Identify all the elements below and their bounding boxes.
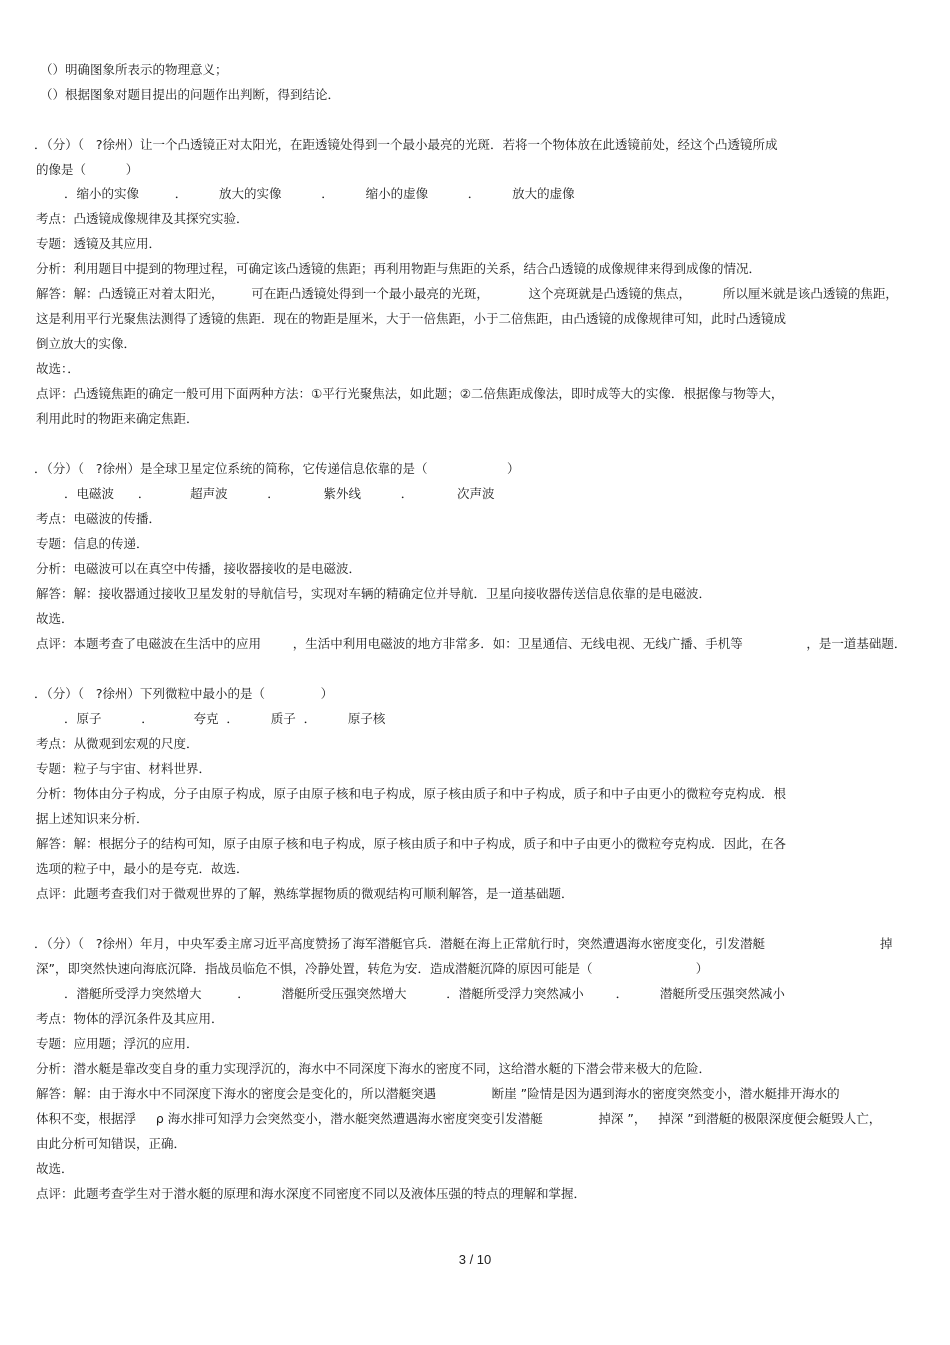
q1-jieda-3: 倒立放大的实像． xyxy=(36,336,137,351)
q1-jieda-1: 解答：解：凸透镜正对着太阳光， 可在距凸透镜处得到一个最小最亮的光斑， 这个亮斑就是凸透镜的焦点， 所以厘米就是该凸透镜的焦距， xyxy=(36,286,898,301)
q1-fenxi: 分析：利用题目中提到的物理过程，可确定该凸透镜的焦距；再利用物距与焦距的关系，结合凸透镜的成像规律来得到成像的情况． xyxy=(36,261,762,276)
q1-options: ．缩小的实像 ． 放大的实像 ． 缩小的虚像 ． 放大的虚像 xyxy=(64,186,575,201)
intro-line-1: （）明确图象所表示的物理意义； xyxy=(40,62,228,77)
q2-stem: ．（分）（ ?徐州）是全球卫星定位系统的简称，它传递信息依靠的是（ ） xyxy=(34,461,520,476)
q3-kaodian: 考点：从微观到宏观的尺度． xyxy=(36,736,199,751)
intro-line-2: （）根据图象对题目提出的问题作出判断，得到结论． xyxy=(40,87,341,102)
q3-fenxi-1: 分析：物体由分子构成，分子由原子构成，原子由原子核和电子构成，原子核由质子和中子构成，质子和中子由更小的微粒夸克构成．根 xyxy=(36,786,787,801)
q4-jieda-1: 解答：解：由于海水中不同深度下海水的密度会是变化的，所以潜艇突遇 断崖 ”险情是因为遇到海水的密度突然变小，潜水艇排开海水的 xyxy=(36,1086,840,1101)
q3-options: ．原子 ． 夸克 ． 质子 ． 原子核 xyxy=(64,711,386,726)
q1-stem-cont: 的像是（ ） xyxy=(36,162,139,177)
q4-guxuan: 故选． xyxy=(36,1161,74,1176)
q2-zhuanti: 专题：信息的传递． xyxy=(36,536,149,551)
q4-stem-cont: 深”，即突然快速向海底沉降．指战员临危不惧，冷静处置，转危为安．造成潜艇沉降的原因可能是（ ） xyxy=(36,961,709,976)
q1-dianping-2: 利用此时的物距来确定焦距． xyxy=(36,411,199,426)
q2-guxuan: 故选． xyxy=(36,611,74,626)
q3-zhuanti: 专题：粒子与宇宙、材料世界． xyxy=(36,761,212,776)
q1-zhuanti: 专题：透镜及其应用． xyxy=(36,236,162,251)
q2-jieda: 解答：解：接收器通过接收卫星发射的导航信号，实现对车辆的精确定位并导航．卫星向接收器传送信息依靠的是电磁波． xyxy=(36,586,712,601)
q1-dianping-1: 点评：凸透镜焦距的确定一般可用下面两种方法：①平行光聚焦法，如此题；②二倍焦距成像法，即时成等大的实像．根据像与物等大， xyxy=(36,386,784,401)
q1-stem: ．（分）（ ?徐州）让一个凸透镜正对太阳光，在距透镜处得到一个最小最亮的光斑．若将一个物体放在此透镜前处，经这个凸透镜所成 xyxy=(34,137,778,152)
q3-fenxi-2: 据上述知识来分析． xyxy=(36,811,149,826)
q4-stem: ．（分）（ ?徐州）年月，中央军委主席习近平高度赞扬了海军潜艇官兵．潜艇在海上正常航行时，突然遭遇海水密度变化，引发潜艇 xyxy=(34,936,766,951)
q1-guxuan: 故选：． xyxy=(36,361,80,376)
q4-fenxi: 分析：潜水艇是靠改变自身的重力实现浮沉的，海水中不同深度下海水的密度不同，这给潜水艇的下潜会带来极大的危险． xyxy=(36,1061,712,1076)
q4-jieda-2: 体积不变，根据浮 ρ 海水排可知浮力会突然变小，潜水艇突然遭遇海水密度突变引发潜艇 掉深 ”， 掉深 ”到潜艇的极限深度便会艇毁人亡， xyxy=(36,1111,882,1126)
q4-stem-tail: 掉 xyxy=(880,936,893,951)
q4-options: ．潜艇所受浮力突然增大 ． 潜艇所受压强突然增大 ．潜艇所受浮力突然减小 ． 潜艇所受压强突然减小 xyxy=(64,986,785,1001)
q3-jieda-2: 选项的粒子中，最小的是夸克．故选． xyxy=(36,861,249,876)
q2-dianping: 点评：本题考查了电磁波在生活中的应用 ，生活中利用电磁波的地方非常多．如：卫星通信、无线电视、无线广播、手机等 ，是一道基础题． xyxy=(36,636,907,651)
q4-kaodian: 考点：物体的浮沉条件及其应用． xyxy=(36,1011,224,1026)
q4-zhuanti: 专题：应用题；浮沉的应用． xyxy=(36,1036,199,1051)
q1-kaodian: 考点：凸透镜成像规律及其探究实验． xyxy=(36,211,249,226)
q3-stem: ．（分）（ ?徐州）下列微粒中最小的是（ ） xyxy=(34,686,334,701)
q2-options: ．电磁波 ． 超声波 ． 紫外线 ． 次声波 xyxy=(64,486,495,501)
q3-jieda-1: 解答：解：根据分子的结构可知，原子由原子核和电子构成，原子核由质子和中子构成，质子和中子由更小的微粒夸克构成．因此，在各 xyxy=(36,836,787,851)
q4-jieda-3: 由此分析可知错误，正确． xyxy=(36,1136,187,1151)
q3-dianping: 点评：此题考查我们对于微观世界的了解，熟练掌握物质的微观结构可顺利解答，是一道基础题． xyxy=(36,886,574,901)
q2-kaodian: 考点：电磁波的传播． xyxy=(36,511,162,526)
q4-dianping: 点评：此题考查学生对于潜水艇的原理和海水深度不同密度不同以及液体压强的特点的理解和掌握． xyxy=(36,1186,587,1201)
q1-jieda-2: 这是利用平行光聚焦法测得了透镜的焦距．现在的物距是厘米，大于一倍焦距，小于二倍焦距，由凸透镜的成像规律可知，此时凸透镜成 xyxy=(36,311,787,326)
q2-fenxi: 分析：电磁波可以在真空中传播，接收器接收的是电磁波． xyxy=(36,561,362,576)
page-number: 3 / 10 xyxy=(458,1252,492,1267)
